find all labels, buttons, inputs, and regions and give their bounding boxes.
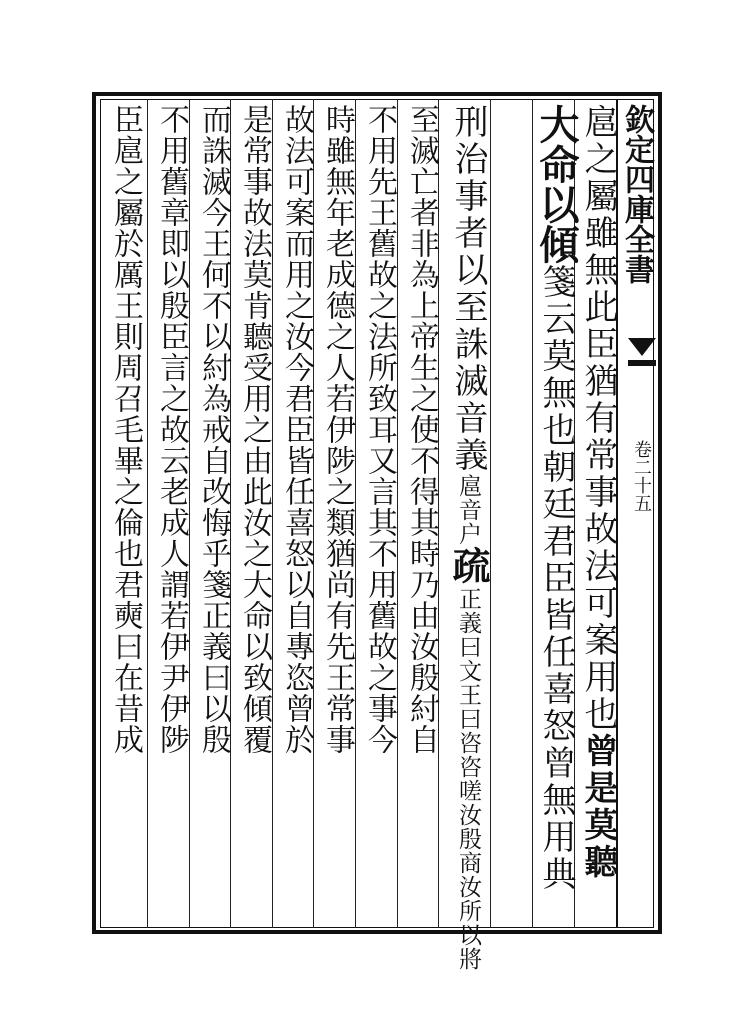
column-text: 至滅亡者非為上帝生之使不得其時乃由汝殷紂自 (404, 104, 439, 755)
column-note: 正義曰文王曰咨咨嗟汝殷商汝所以將 (455, 587, 481, 971)
shu-marker: 疏 (446, 546, 491, 587)
column-rule (490, 99, 491, 928)
column-text: 不用舊章即以殷臣言之故云老成人謂若伊尹伊陟 (154, 104, 189, 755)
text-column-10 (149, 104, 193, 755)
text-column-8 (232, 104, 276, 755)
column-text: 故法可案而用之汝今君臣皆任喜怒以自專恣曾於 (279, 104, 314, 755)
text-column-4 (399, 104, 443, 755)
text-column-3 (444, 104, 490, 971)
text-column-1 (576, 104, 620, 881)
text-column-2 (534, 104, 578, 893)
column-text: 而誅滅今王何不以紂為戒自改悔乎 (196, 104, 231, 569)
fishtail-ornament (628, 338, 656, 356)
column-note: 箋正義曰以殷 (196, 569, 231, 755)
book-title: 欽定四庫全書 (619, 104, 654, 284)
column-text: 時雖無年老成德之人若伊陟之類猶尚有先王常事 (320, 104, 355, 755)
text-column-5 (357, 104, 401, 755)
column-text: 不用先王舊故之法所致耳又言其不用舊故之事今 (362, 104, 397, 755)
text-column-11 (105, 104, 147, 755)
column-text: 音義 (448, 400, 488, 474)
text-column-7 (274, 104, 318, 755)
column-emphasis: 曾是莫聽 (578, 733, 618, 881)
volume-label: 卷二十五 (631, 440, 652, 512)
column-text: 扈之屬雖無此臣猶有常事故法可案用也 (578, 104, 618, 733)
text-column-6 (315, 104, 359, 755)
fishtail-ornament-bar (628, 360, 656, 366)
column-text: 是常事故法莫肯聽受用之由此汝之大命以致傾覆 (237, 104, 272, 755)
column-text: 箋云莫無也朝廷君臣皆任喜怒曾無用典 (536, 264, 576, 893)
column-rule (147, 99, 148, 928)
column-emphasis: 大命以傾 (533, 104, 580, 264)
column-text: 臣扈之屬於厲王則周召毛畢之倫也君奭曰在昔成 (108, 104, 143, 755)
column-text: 刑治事者以至誅滅 (448, 104, 488, 400)
text-column-9 (191, 104, 235, 755)
column-note: 扈音户 (455, 474, 481, 546)
